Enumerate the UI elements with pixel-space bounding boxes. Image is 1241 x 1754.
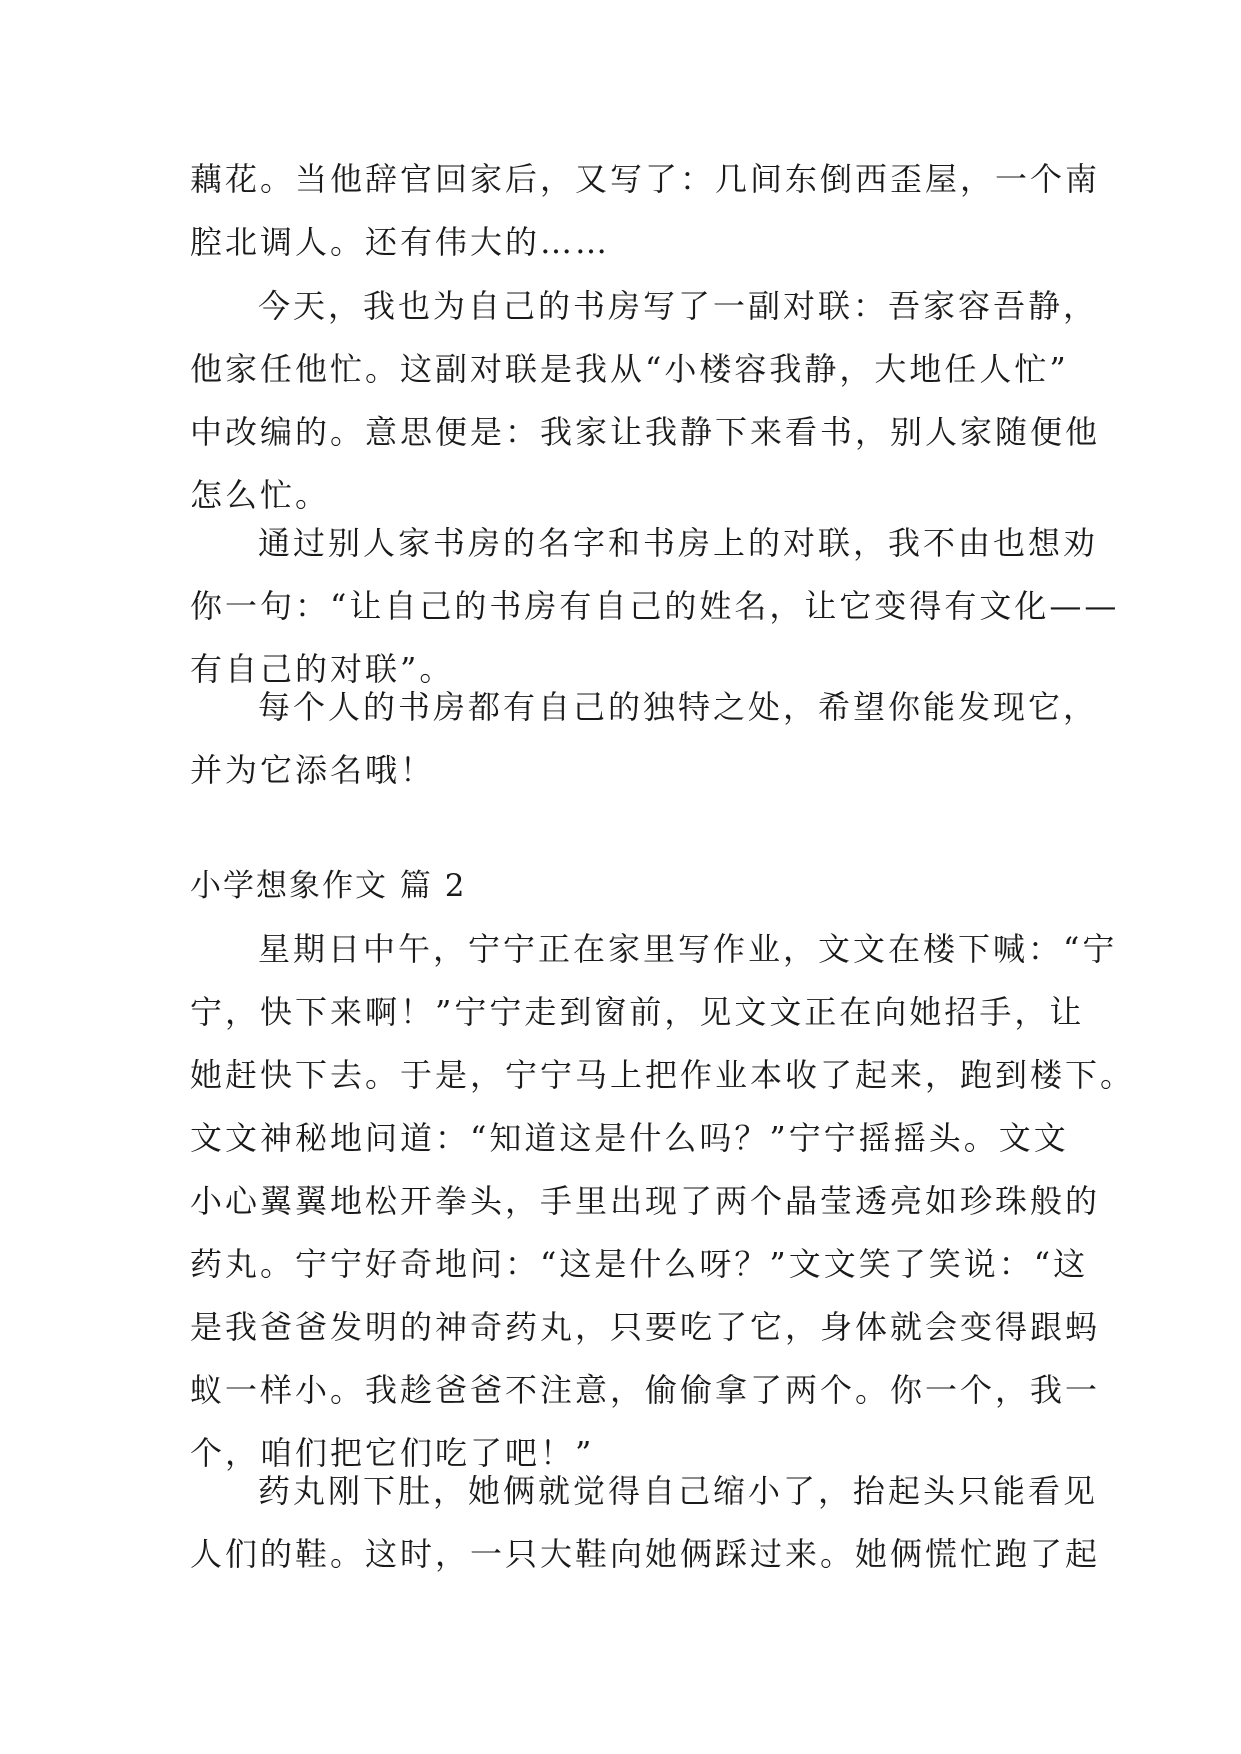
text-line: 你一句：“让自己的书房有自己的姓名，让它变得有文化—— xyxy=(190,587,1120,625)
text-line: 药丸。宁宁好奇地问：“这是什么呀？”文文笑了笑说：“这 xyxy=(190,1245,1089,1283)
text-line: 有自己的对联”。 xyxy=(190,650,455,688)
paragraph-story-continued xyxy=(190,1460,1101,1586)
text-line: 文文神秘地问道：“知道这是什么吗？”宁宁摇摇头。文文 xyxy=(190,1119,1069,1157)
paragraph-story-start xyxy=(190,918,1136,1485)
text-line: 蚁一样小。我趁爸爸不注意，偷偷拿了两个。你一个，我一 xyxy=(190,1371,1101,1409)
text-line: 个，咱们把它们吃了吧！” xyxy=(190,1434,595,1472)
section-heading: 小学想象作文 篇 2 xyxy=(190,868,467,904)
text-line: 中改编的。意思便是：我家让我静下来看书，别人家随便他 xyxy=(190,413,1101,451)
text-line: 今天，我也为自己的书房写了一副对联：吾家容吾静， xyxy=(258,287,1099,325)
paragraph-advice xyxy=(190,512,1120,701)
text-line: 藕花。当他辞官回家后，又写了：几间东倒西歪屋，一个南 xyxy=(190,160,1101,198)
text-line: 他家任他忙。这副对联是我从“小楼容我静，大地任人忙” xyxy=(190,350,1069,388)
text-line: 药丸刚下肚，她俩就觉得自己缩小了，抬起头只能看见 xyxy=(258,1472,1099,1510)
text-line: 并为它添名哦！ xyxy=(190,751,436,789)
text-line: 她赶快下去。于是，宁宁马上把作业本收了起来，跑到楼下。 xyxy=(190,1056,1136,1094)
text-line: 每个人的书房都有自己的独特之处，希望你能发现它， xyxy=(258,688,1099,726)
text-line: 人们的鞋。这时，一只大鞋向她俩踩过来。她俩慌忙跑了起 xyxy=(190,1535,1101,1573)
text-line: 怎么忙。 xyxy=(190,476,331,514)
text-line: 腔北调人。还有伟大的…… xyxy=(190,223,611,261)
text-line: 是我爸爸发明的神奇药丸，只要吃了它，身体就会变得跟蚂 xyxy=(190,1308,1101,1346)
text-line: 星期日中午，宁宁正在家里写作业，文文在楼下喊：“宁 xyxy=(258,930,1118,968)
paragraph-couplet xyxy=(190,275,1101,527)
document-page xyxy=(190,0,1136,1754)
text-line: 通过别人家书房的名字和书房上的对联，我不由也想劝 xyxy=(258,524,1099,562)
text-line: 宁，快下来啊！”宁宁走到窗前，见文文正在向她招手，让 xyxy=(190,993,1085,1031)
paragraph-closing xyxy=(190,676,1099,802)
text-line: 小心翼翼地松开拳头，手里出现了两个晶莹透亮如珍珠般的 xyxy=(190,1182,1101,1220)
paragraph-continuation xyxy=(190,148,1101,274)
